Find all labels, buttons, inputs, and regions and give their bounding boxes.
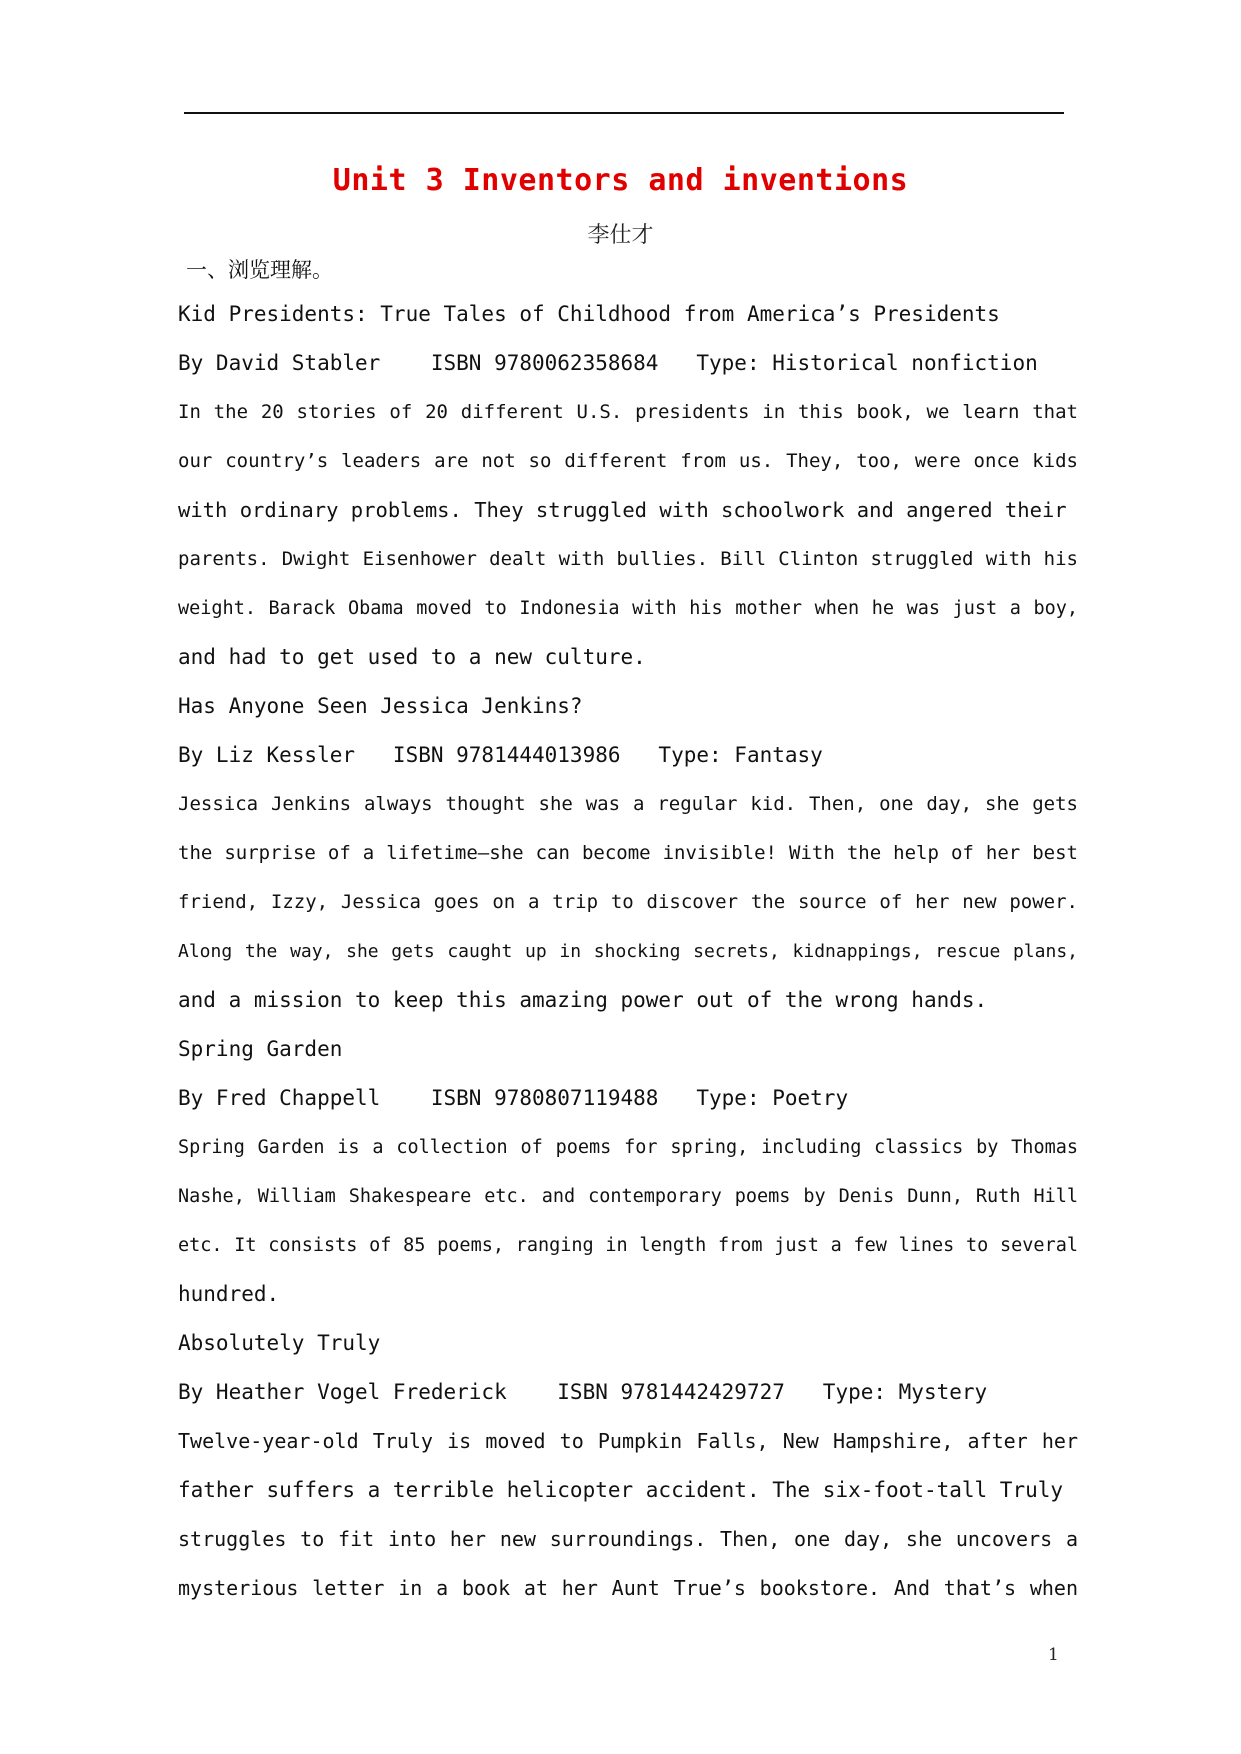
- text-line: etc. It consists of 85 poems, ranging in length from just a few lines to several: [178, 1235, 1078, 1256]
- text-line: friend, Izzy, Jessica goes on a trip to discover the source of her new power.: [178, 891, 1078, 913]
- text-line: and had to get used to a new culture.: [178, 645, 646, 669]
- text-line: Absolutely Truly: [178, 1331, 381, 1355]
- text-line: Spring Garden is a collection of poems for spring, including classics by Thomas: [178, 1137, 1078, 1158]
- text-line: the surprise of a lifetime—she can become invisible! With the help of her best: [178, 842, 1078, 864]
- text-line: struggles to fit into her new surroundings. Then, one day, she uncovers a: [178, 1527, 1078, 1551]
- text-line: By Liz Kessler ISBN 9781444013986 Type: Fantasy: [178, 743, 823, 767]
- text-line: Twelve-year-old Truly is moved to Pumpkin Falls, New Hampshire, after her: [178, 1429, 1078, 1453]
- text-line: Kid Presidents: True Tales of Childhood from America’s Presidents: [178, 302, 1000, 326]
- text-line: hundred.: [178, 1282, 280, 1306]
- text-line: In the 20 stories of 20 different U.S. presidents in this book, we learn that: [178, 401, 1078, 423]
- document-body: [178, 290, 1078, 1613]
- text-line: By David Stabler ISBN 9780062358684 Type: Historical nonfiction: [178, 351, 1038, 375]
- text-line: Has Anyone Seen Jessica Jenkins?: [178, 694, 583, 718]
- text-line: Nashe, William Shakespeare etc. and contemporary poems by Denis Dunn, Ruth Hill: [178, 1186, 1078, 1207]
- page-number: 1: [1048, 1645, 1059, 1665]
- text-line: our country’s leaders are not so different from us. They, too, were once kids: [178, 450, 1078, 472]
- text-line: weight. Barack Obama moved to Indonesia with his mother when he was just a boy,: [178, 598, 1078, 619]
- text-line: Jessica Jenkins always thought she was a regular kid. Then, one day, she gets: [178, 793, 1078, 815]
- text-line: parents. Dwight Eisenhower dealt with bullies. Bill Clinton struggled with his: [178, 548, 1078, 570]
- text-line: mysterious letter in a book at her Aunt True’s bookstore. And that’s when: [178, 1576, 1078, 1600]
- text-line: By Fred Chappell ISBN 9780807119488 Type: Poetry: [178, 1086, 849, 1110]
- text-line: Along the way, she gets caught up in shocking secrets, kidnappings, rescue plans,: [178, 941, 1078, 962]
- text-line: Spring Garden: [178, 1037, 343, 1061]
- header-rule: [184, 112, 1064, 114]
- author-name: 李仕才: [587, 223, 654, 248]
- text-line: with ordinary problems. They struggled with schoolwork and angered their: [178, 498, 1067, 522]
- text-line: and a mission to keep this amazing power out of the wrong hands.: [178, 988, 988, 1012]
- text-line: By Heather Vogel Frederick ISBN 9781442429727 Type: Mystery: [178, 1380, 988, 1404]
- text-line: father suffers a terrible helicopter accident. The six-foot-tall Truly: [178, 1478, 1064, 1502]
- section-heading: 一、浏览理解。: [186, 258, 333, 282]
- document-title: Unit 3 Inventors and inventions: [332, 163, 909, 198]
